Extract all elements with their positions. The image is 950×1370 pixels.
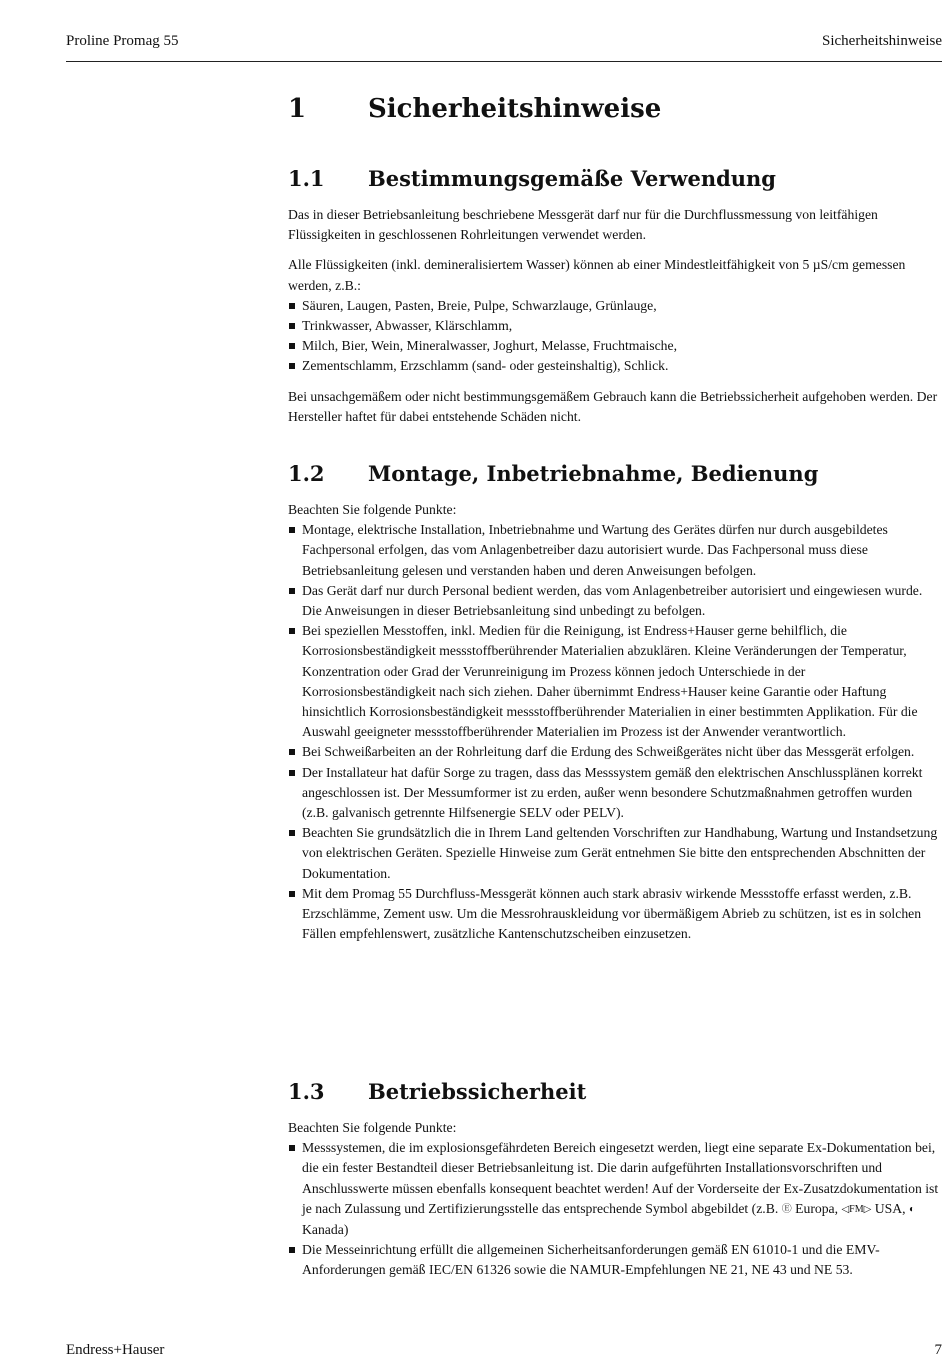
section-number: 1.2 (288, 461, 325, 486)
list-item: Die Messeinrichtung erfüllt die allgemeinen Sicherheitsanforderungen gemäß EN 61010-1 und die EMV-Anforderungen gemäß IEC/EN 61326 sowie die NAMUR-Empfehlungen NE 21, NE 43 und NE 53. (288, 1240, 940, 1280)
fm-approval-symbol-icon: ◁FM▷ (841, 1203, 872, 1215)
footer-company: Endress+Hauser (66, 1342, 165, 1358)
section-body-1-1 (288, 205, 940, 437)
section-body-1-3 (288, 1118, 940, 1291)
bullet-list (288, 1138, 940, 1280)
list-item: Montage, elektrische Installation, Inbetriebnahme und Wartung des Gerätes dürfen nur durch ausgebildetes Fachpersonal erfolgen, das vom Anlagenbetreiber dazu autorisiert wurde. Das Fachpersonal muss diese Betriebsanleitung gelesen und verstanden haben und deren Anweisungen befolgen. (288, 520, 940, 581)
header-rule (66, 61, 942, 62)
paragraph: Beachten Sie folgende Punkte: (288, 502, 457, 517)
bullet-list (288, 296, 940, 377)
symbol-label: USA (874, 1200, 903, 1216)
section-number: 1.1 (288, 166, 325, 191)
list-item: Milch, Bier, Wein, Mineralwasser, Joghurt, Melasse, Fruchtmaische, (288, 336, 940, 356)
section-body-1-2 (288, 500, 940, 954)
list-item: Bei Schweißarbeiten an der Rohrleitung darf die Erdung des Schweißgerätes nicht über das Messgerät erfolgen. (288, 742, 940, 762)
section-title: Bestimmungsgemäße Verwendung (368, 166, 776, 191)
list-item: Beachten Sie grundsätzlich die in Ihrem Land geltenden Vorschriften zur Handhabung, Wartung und Instandsetzung von elektrischen Geräten. Spezielle Hinweise zum Gerät entnehmen Sie bitte den entsprechenden Abschnitten der Dokumentation. (288, 823, 940, 884)
csa-approval-symbol-icon: ◐ (908, 1203, 916, 1215)
paragraph: Bei unsachgemäßem oder nicht bestimmungsgemäßem Gebrauch kann die Betriebssicherheit aufgehoben werden. Der Hersteller haftet für dabei entstehende Schäden nicht. (288, 388, 938, 424)
list-item: Messsystemen, die im explosionsgefährdeten Bereich eingesetzt werden, liegt eine separate Ex-Dokumentation bei, die ein fester Bestandteil dieser Betriebsanleitung ist. Die darin aufgeführten Installationsvorschriften und Anschlusswerte müssen ebenfalls konsequent beachtet werden! Auf der Vorderseite der Ex-Zusatzdokumentation ist je nach Zulassung und Zertifizierungsstelle das entsprechende Symbol abgebildet (z.B. Ⓔ Europa, ◁FM▷ USA, ◐ Kanada) (288, 1138, 940, 1240)
list-item: Der Installateur hat dafür Sorge zu tragen, dass das Messsystem gemäß den elektrischen Anschlussplänen korrekt angeschlossen ist. Der Messumformer ist zu erden, außer wenn besondere Schutzmaßnahmen getroffen wurden (z.B. galvanisch getrennte Hilfsenergie SELV oder PELV). (288, 763, 940, 824)
header-product-name: Proline Promag 55 (66, 33, 179, 49)
section-heading-1-3 (288, 1079, 586, 1104)
bullet-list (288, 520, 940, 944)
ex-documentation-text: Messsystemen, die im explosionsgefährdeten Bereich eingesetzt werden, liegt eine separate Ex-Dokumentation bei, die ein fester Bestandteil dieser Betriebsanleitung ist. Die darin aufgeführten Installationsvorschriften und Anschlusswerte müssen ebenfalls konsequent beachtet werden! Auf der Vorderseite der Ex-Zusatzdokumentation ist je nach Zulassung und Zertifizierungsstelle das entsprechende Symbol abgebildet (z.B. (302, 1140, 939, 1216)
section-heading-1-1 (288, 166, 776, 191)
list-item: Trinkwasser, Abwasser, Klärschlamm, (288, 316, 940, 336)
list-item: Zementschlamm, Erzschlamm (sand- oder gesteinshaltig), Schlick. (288, 356, 940, 376)
paragraph: Das in dieser Betriebsanleitung beschriebene Messgerät darf nur für die Durchflussmessung von leitfähigen Flüssigkeiten in geschlossenen Rohrleitungen verwendet werden. (288, 207, 878, 243)
list-item: Das Gerät darf nur durch Personal bedient werden, das vom Anlagenbetreiber autorisiert und eingewiesen wurde. Die Anweisungen in dieser Betriebsanleitung sind unbedingt zu befolgen. (288, 581, 940, 621)
symbol-label: Europa (795, 1200, 835, 1216)
list-item: Mit dem Promag 55 Durchfluss-Messgerät können auch stark abrasiv wirkende Messstoffe erfasst werden, z.B. Erzschlämme, Zement usw. Um die Messrohrauskleidung vor übermäßigem Abrieb zu schützen, ist es in solchen Fällen empfehlenswert, zusätzliche Kantenschutzscheiben einzusetzen. (288, 884, 940, 945)
chapter-title: Sicherheitshinweise (368, 94, 662, 124)
header-chapter-name: Sicherheitshinweise (822, 33, 942, 49)
section-title: Betriebssicherheit (368, 1079, 587, 1104)
list-item: Säuren, Laugen, Pasten, Breie, Pulpe, Schwarzlauge, Grünlauge, (288, 296, 940, 316)
list-item: Bei speziellen Messtoffen, inkl. Medien für die Reinigung, ist Endress+Hauser gerne behilflich, die Korrosionsbeständigkeit messstoffberührender Materialien abzuklären. Kleine Veränderungen der Temperatur, Konzentration oder Grad der Verunreinigung im Prozess können jedoch Unterschiede in der Korrosionsbeständigkeit nach sich ziehen. Daher übernimmt Endress+Hauser keine Garantie oder Haftung hinsichtlich Korrosionsbeständigkeit messstoffberührender Materialien in einer bestimmten Applikation. Für die Auswahl geeigneter messstoffberührender Materialien im Prozess ist der Anwender verantwortlich. (288, 621, 940, 742)
section-heading-1-2 (288, 461, 818, 486)
chapter-number: 1 (288, 94, 307, 124)
section-number: 1.3 (288, 1079, 325, 1104)
atex-ex-symbol-icon: Ⓔ (781, 1203, 792, 1215)
section-title: Montage, Inbetriebnahme, Bedienung (368, 461, 819, 486)
symbol-label: Kanada (302, 1222, 344, 1238)
footer-page-number: 7 (934, 1342, 942, 1358)
paragraph: Alle Flüssigkeiten (inkl. demineralisiertem Wasser) können ab einer Mindestleitfähigkeit von 5 µS/cm gemessen werden, z.B.: (288, 257, 906, 293)
paragraph: Beachten Sie folgende Punkte: (288, 1120, 457, 1135)
chapter-heading (288, 94, 661, 124)
